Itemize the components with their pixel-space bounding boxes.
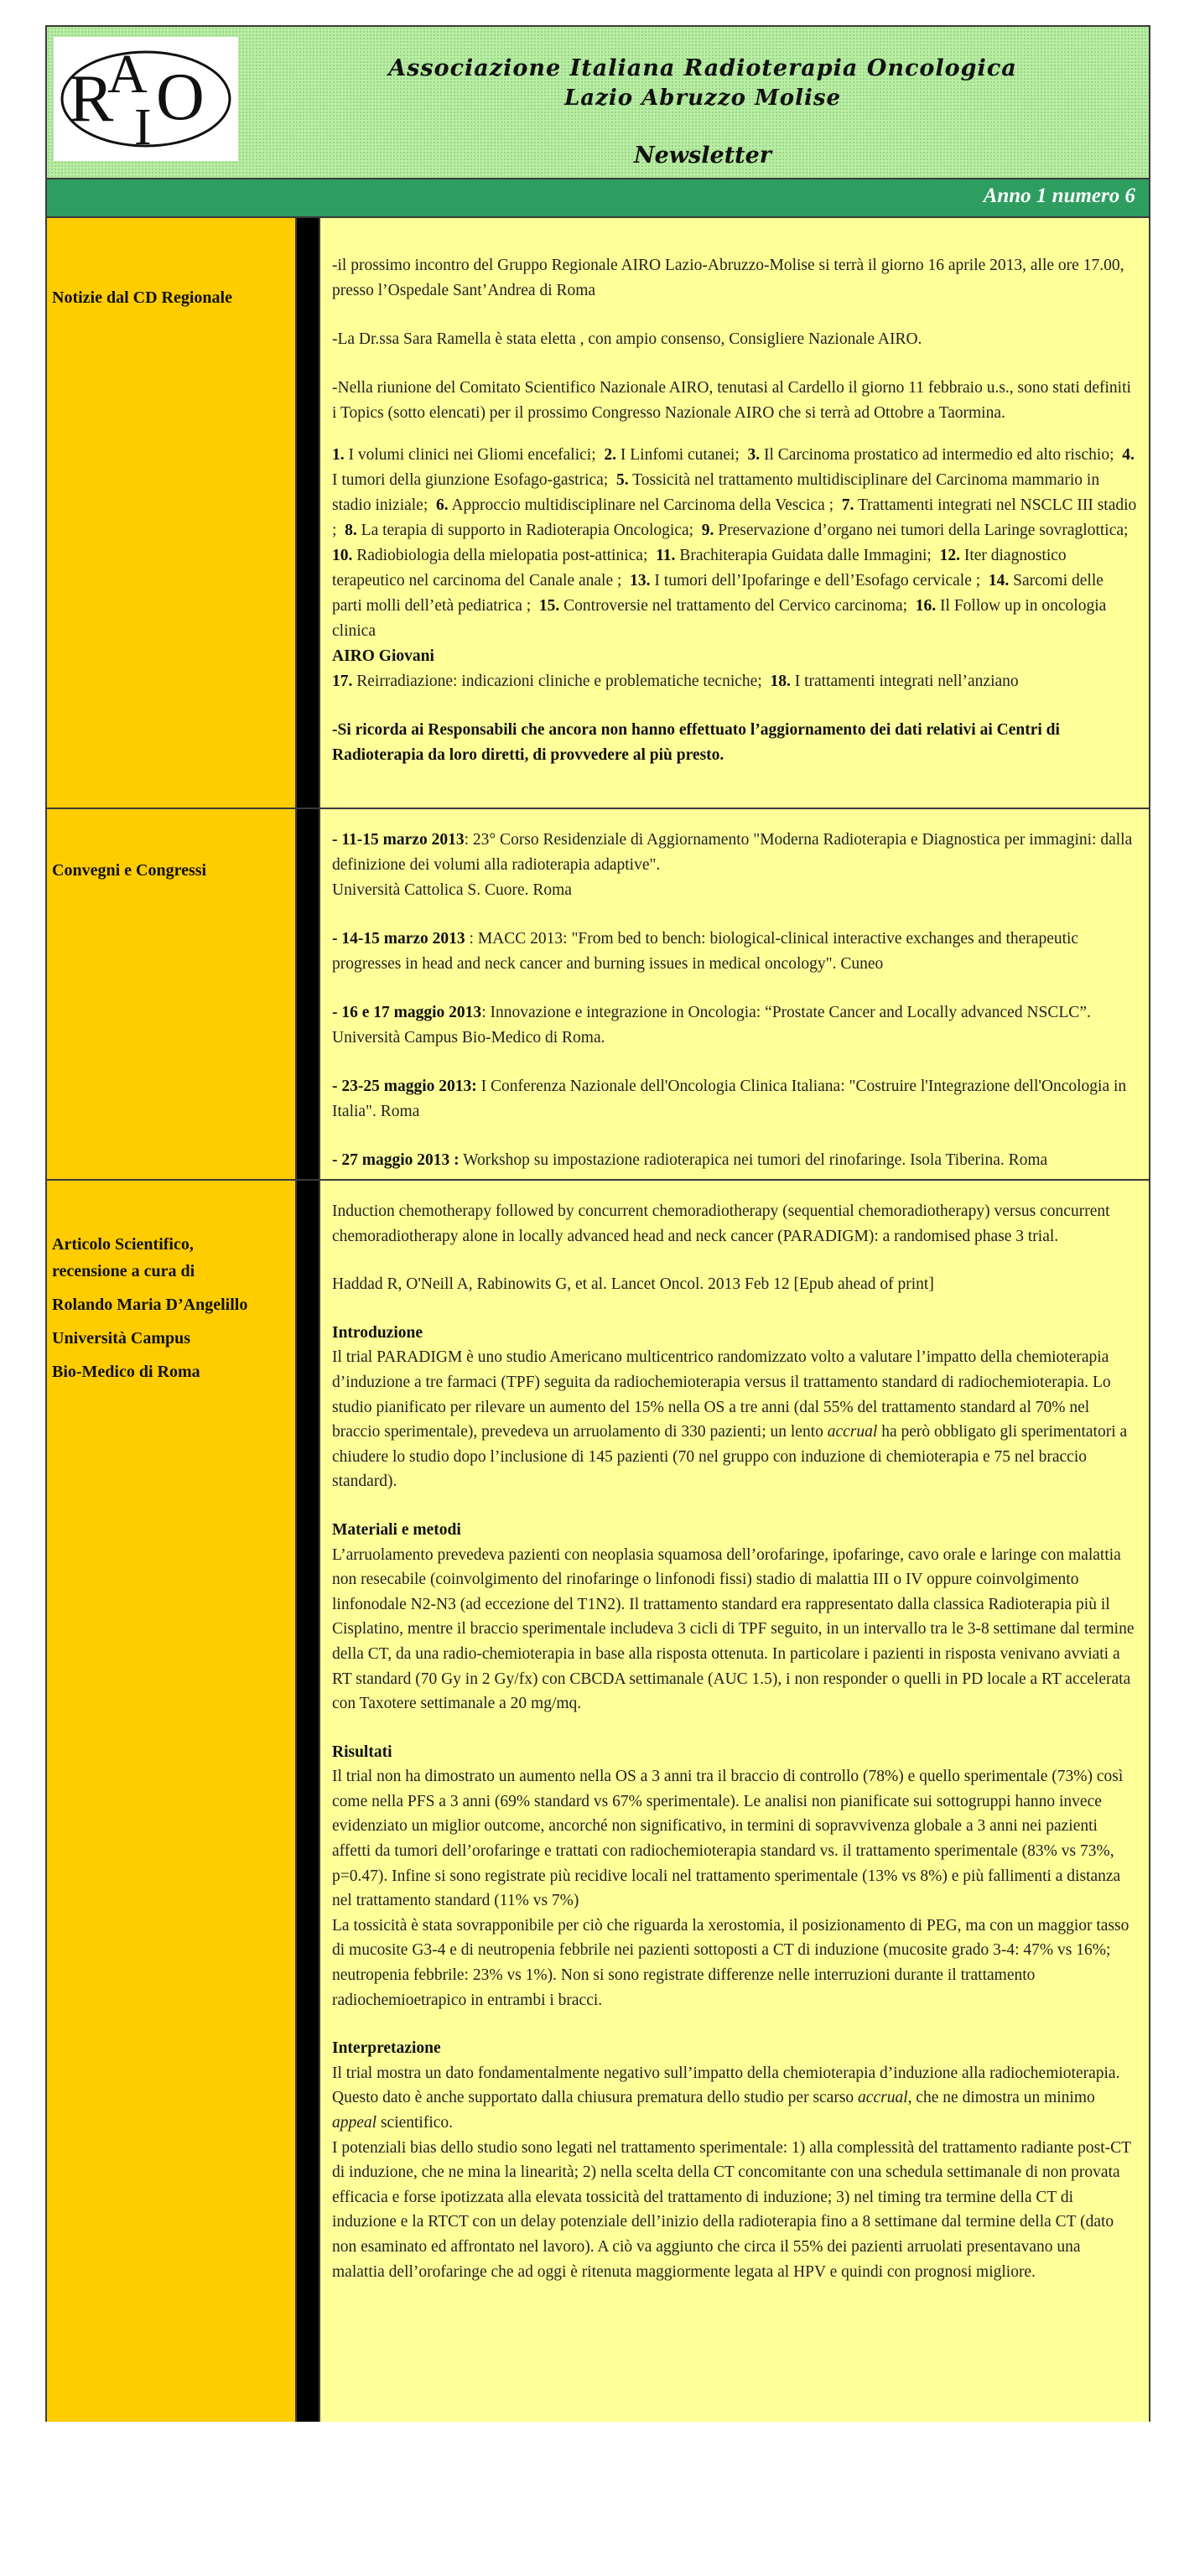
topic-item: 5. Tossicità nel trattamento multidisciplinare del Carcinoma mammario in stadio iniziale; bbox=[332, 471, 1100, 514]
topic-item: 12. Iter diagnostico terapeutico nel carcinoma del Canale anale ; bbox=[332, 547, 1067, 589]
event-date: - 11-15 marzo 2013 bbox=[332, 831, 465, 849]
section-content-cell bbox=[319, 1181, 1149, 2422]
section-content-cell bbox=[319, 218, 1149, 808]
event-date: - 16 e 17 maggio 2013 bbox=[332, 1004, 482, 1021]
section-articolo bbox=[47, 1181, 1149, 2422]
topic-item: 3. Il Carcinoma prostatico ad intermedio ed alto rischio; bbox=[747, 446, 1114, 464]
section-label-convegni: Convegni e Congressi bbox=[52, 861, 207, 880]
event-date: - 23-25 maggio 2013: bbox=[332, 1078, 477, 1095]
topic-item: 1. I volumi clinici nei Gliomi encefalici; bbox=[332, 446, 596, 464]
topic-item: 8. La terapia di supporto in Radioterapia Oncologica; bbox=[345, 522, 694, 539]
topic-item: 14. Sarcomi delle parti molli dell’età pediatrica ; bbox=[332, 572, 1104, 615]
section-label-cell bbox=[47, 809, 297, 1179]
airo-logo bbox=[54, 37, 238, 161]
event-text: Workshop su impostazione radioterapica nei tumori del rinofaringe. Isola Tiberina. Roma bbox=[459, 1151, 1048, 1169]
header-region: Lazio Abruzzo Molise bbox=[563, 86, 842, 111]
svg-text:O: O bbox=[156, 60, 205, 134]
article-reference: Haddad R, O'Neill A, Rabinowits G, et al. Lancet Oncol. 2013 Feb 12 [Epub ahead of print] bbox=[332, 1275, 934, 1294]
event-item bbox=[332, 828, 1137, 903]
byline-line: recensione a cura di bbox=[52, 1262, 195, 1280]
newsletter-header bbox=[47, 27, 1149, 179]
issue-number: Anno 1 numero 6 bbox=[983, 184, 1135, 207]
byline-line: Università Campus bbox=[52, 1329, 191, 1348]
byline-author: Rolando Maria D’Angelillo bbox=[52, 1296, 248, 1314]
event-text: : MACC 2013: "From bed to bench: biological-clinical interactive exchanges and therapeutic progresses in head and neck cancer and burning issues in medical oncology". Cuneo bbox=[332, 930, 1079, 973]
event-date: - 14-15 marzo 2013 bbox=[332, 930, 465, 948]
divider-bar bbox=[297, 809, 319, 1179]
article-byline bbox=[52, 1231, 247, 1385]
section-label-notizie: Notizie dal CD Regionale bbox=[52, 288, 232, 307]
event-venue: Università Cattolica S. Cuore. Roma bbox=[332, 881, 572, 899]
byline-line: Articolo Scientifico, bbox=[52, 1235, 194, 1254]
topic-item: 4. I tumori della giunzione Esofago-gastrica; bbox=[332, 446, 1135, 489]
materiali-paragraph: L’arruolamento prevedeva pazienti con neoplasia squamosa dell’orofaringe, ipofaringe, cavo orale e laringe con malattia non resecabile (coinvolgimento del rinofaringe o linfonodi fissi) stadio di malattia III o IV oppure coinvolgimento linfonodale N2-N3 (ad eccezione del T1N2). Il trattamento standard era rappresentato dalla classica Radioterapia più il Cisplatino, mentre il braccio sperimentale includeva 3 cicli di TPF seguito, in un intervallo tra le 3-8 settimane dal termine della CT, da una radio-chemioterapia in base alla risposta ottenuta. In particolare i pazienti in risposta venivano avviati a RT standard (70 Gy in 2 Gy/fx) con CBCDA settimanale (AUC 1.5), i non responder o quelli in PD locale a RT accelerata con Taxotere settimanale a 20 mg/mq. bbox=[332, 1545, 1135, 1713]
topic-item: 13. I tumori dell’Ipofaringe e dell’Esofago cervicale ; bbox=[630, 572, 981, 589]
section-label-cell bbox=[47, 218, 297, 808]
byline-line: Bio-Medico di Roma bbox=[52, 1363, 200, 1381]
airo-giovani-heading: AIRO Giovani bbox=[332, 647, 434, 665]
notizie-paragraph: -Nella riunione del Comitato Scientifico Nazionale AIRO, tenutasi al Cardello il giorno 11 febbraio u.s., sono stati definiti i Topics (sotto elencati) per il prossimo Congresso Nazionale AIRO che si terrà ad Ottobre a Taormina. bbox=[332, 379, 1131, 422]
article-title: Induction chemotherapy followed by concurrent chemoradiotherapy (sequential chemoradiotherapy) versus concurrent chemoradiotherapy alone in locally advanced head and neck cancer (PARADIGM): a randomised phase 3 trial. bbox=[332, 1202, 1110, 1245]
topic-item: 11. Brachiterapia Guidata dalle Immagini; bbox=[656, 547, 932, 564]
heading-introduzione: Introduzione bbox=[332, 1323, 423, 1342]
topic-item: 9. Preservazione d’organo nei tumori della Laringe sovraglottica; bbox=[701, 522, 1129, 539]
divider-bar bbox=[297, 1181, 319, 2422]
heading-materiali: Materiali e metodi bbox=[332, 1520, 461, 1539]
svg-text:R: R bbox=[69, 62, 114, 136]
topic-item: 18. I trattamenti integrati nell’anziano bbox=[770, 673, 1019, 690]
event-item bbox=[332, 927, 1137, 977]
notizie-paragraph: -il prossimo incontro del Gruppo Regionale AIRO Lazio-Abruzzo-Molise si terrà il giorno 16 aprile 2013, alle ore 17.00, presso l’Ospedale Sant’Andrea di Roma bbox=[332, 257, 1124, 299]
section-notizie bbox=[47, 218, 1149, 809]
svg-text:A: A bbox=[107, 44, 148, 105]
risultati-paragraph: Il trial non ha dimostrato un aumento nella OS a 3 anni tra il braccio di controllo (78%) e quello sperimentale (73%) così come nella PFS a 3 anni (69% standard vs 67% sperimentale). Le analisi non pianificate sui sottogruppi hanno invece evidenziato un miglior outcome, ancorché non significativo, in termini di sopravvivenza globale a 3 anni nei pazienti affetti da tumori dell’orofaringe e trattati con radiochemioterapia standard vs. il trattamento sperimentale (83% vs 73%, p=0.47). Infine si sono registrate più recidive locali nel trattamento sperimentale (13% vs 8%) e più fallimenti a distanza nel trattamento standard (11% vs 7%) bbox=[332, 1768, 1124, 1910]
topic-item: 2. I Linfomi cutanei; bbox=[604, 446, 740, 464]
event-text: : 23° Corso Residenziale di Aggiornamento "Moderna Radioterapia e Diagnostica per immagini: dalla definizione dei volumi alla radioterapia adaptive". bbox=[332, 831, 1133, 874]
notizie-content bbox=[332, 253, 1137, 768]
header-newsletter-title: Newsletter bbox=[633, 143, 772, 169]
reminder-notice: -Si ricorda ai Responsabili che ancora non hanno effettuato l’aggiornamento dei dati relativi ai Centri di Radioterapia da loro diretti, di provvedere al più presto. bbox=[332, 721, 1060, 764]
risultati-paragraph: La tossicità è stata sovrapponibile per ciò che riguarda la xerostomia, il posizionamento di PEG, ma con un maggior tasso di mucosite G3-4 e di neutropenia febbrile nei pazienti sottoposti a CT di induzione (mucosite grado 3-4: 47% vs 16%; neutropenia febbrile: 23% vs 1%). Non si sono registrate differenze nelle interruzioni durante il trattamento radiochemioetrapico in entrambi i bracci. bbox=[332, 1916, 1129, 2009]
topic-item: 7. Trattamenti integrati nel NSCLC III stadio ; bbox=[332, 496, 1137, 539]
topics-list bbox=[332, 443, 1137, 644]
section-content-cell bbox=[319, 809, 1149, 1179]
topic-item: 17. Reirradiazione: indicazioni cliniche e problematiche tecniche; bbox=[332, 673, 762, 690]
event-item bbox=[332, 1000, 1137, 1051]
event-date: - 27 maggio 2013 : bbox=[332, 1151, 460, 1169]
interpretazione-paragraph: I potenziali bias dello studio sono legati nel trattamento sperimentale: 1) alla complessità del trattamento radiante post-CT di induzione, che ne mina la linearità; 2) nella scelta della CT concomitante con una schedula settimanale di non provata efficacia e forse ipotizzata alla elevata tossicità del trattamento di induzione; 3) nel timing tra termine della CT di induzione e la RTCT con un delay potenziale dell’inizio della radioterapia fino a 8 settimane dal termine della CT (dato non esaminato ed affrontato nel lavoro). A ciò va aggiunto che circa il 55% dei pazienti arruolati presentavano una malattia dell’orofaringe che ad oggi è ritenuta maggiormente legata al HPV e quindi con prognosi migliore. bbox=[332, 2138, 1131, 2281]
airo-logo-mark bbox=[54, 37, 238, 161]
topic-item: 15. Controversie nel trattamento del Cervico carcinoma; bbox=[538, 597, 908, 615]
article-content bbox=[332, 1199, 1137, 2284]
interpretazione-paragraph: Il trial mostra un dato fondamentalmente negativo sull’impatto della chemioterapia d’induzione alla radiochemioterapia. Questo dato è anche supportato dalla chiusura prematura dello studio per scarso accrual, che ne dimostra un minimo appeal scientifico. bbox=[332, 2064, 1120, 2132]
heading-interpretazione: Interpretazione bbox=[332, 2039, 441, 2058]
newsletter-page bbox=[45, 25, 1150, 2422]
svg-text:I: I bbox=[134, 99, 152, 156]
notizie-paragraph: -La Dr.ssa Sara Ramella è stata eletta , con ampio consenso, Consigliere Nazionale AIRO. bbox=[332, 330, 922, 348]
section-label-cell bbox=[47, 1181, 297, 2422]
topic-item: 16. Il Follow up in oncologia clinica bbox=[332, 597, 1107, 640]
header-org-name: Associazione Italiana Radioterapia Oncologica bbox=[388, 55, 1017, 81]
topic-item: 10. Radiobiologia della mielopatia post-attinica; bbox=[332, 547, 648, 564]
event-text: I Conferenza Nazionale dell'Oncologia Clinica Italiana: "Costruire l'Integrazione dell'Oncologia in Italia". Roma bbox=[332, 1078, 1127, 1120]
section-convegni bbox=[47, 809, 1149, 1181]
heading-risultati: Risultati bbox=[332, 1742, 392, 1761]
divider-bar bbox=[297, 218, 319, 808]
topic-item: 6. Approccio multidisciplinare nel Carcinoma della Vescica ; bbox=[436, 496, 834, 514]
event-item bbox=[332, 1074, 1137, 1124]
giovani-topics bbox=[332, 669, 1137, 694]
event-text: : Innovazione e integrazione in Oncologia: “Prostate Cancer and Locally advanced NSCLC”. Università Campus Bio-Medico di Roma. bbox=[332, 1004, 1091, 1046]
event-item bbox=[332, 1148, 1137, 1173]
convegni-content bbox=[332, 828, 1137, 1173]
intro-paragraph: Il trial PARADIGM è uno studio Americano multicentrico randomizzato volto a valutare l’impatto della chemioterapia d’induzione a tre farmaci (TPF) seguita da radiochemioterapia versus il trattamento standard di radiochemioterapia. Lo studio pianificato per rilevare un aumento del 15% nella OS a tre anni (dal 55% del trattamento standard al 70% nel braccio sperimentale), prevedeva un arruolamento di 330 pazienti; un lento accrual ha però obbligato gli sperimentatori a chiudere lo studio dopo l’inclusione di 145 pazienti (70 nel gruppo con induzione di chemioterapia e 75 nel braccio standard). bbox=[332, 1348, 1128, 1491]
issue-bar bbox=[47, 179, 1149, 218]
